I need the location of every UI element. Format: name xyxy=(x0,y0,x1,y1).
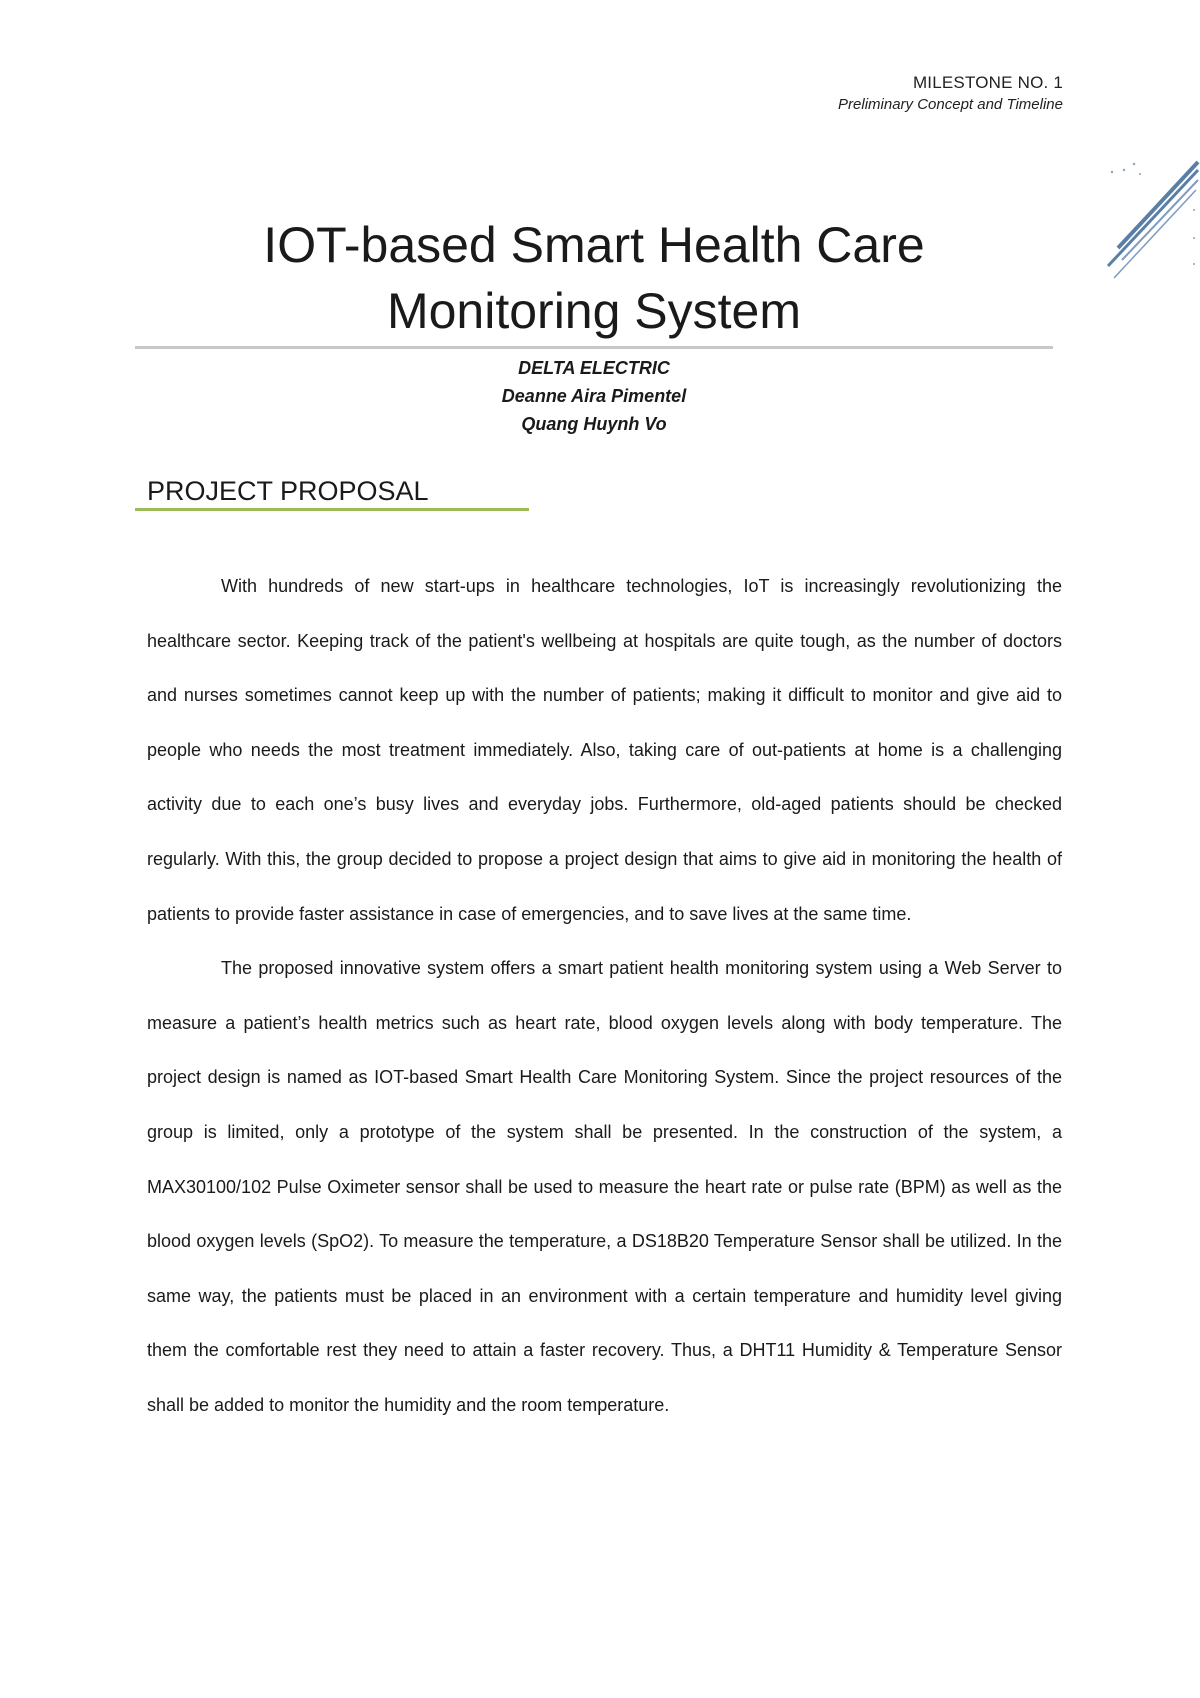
header-subtitle: Preliminary Concept and Timeline xyxy=(838,96,1063,113)
body-text xyxy=(147,559,1062,1433)
title-divider xyxy=(135,346,1053,349)
author-name: Deanne Aira Pimentel xyxy=(501,386,687,406)
author-block xyxy=(135,354,1053,438)
section-heading: PROJECT PROPOSAL xyxy=(147,476,429,506)
milestone-label: MILESTONE NO. 1 xyxy=(912,73,1063,92)
decorative-lines-graphic xyxy=(1070,160,1200,300)
author-name: Quang Huynh Vo xyxy=(521,414,667,434)
document-title xyxy=(135,212,1053,344)
title-line-1: IOT-based Smart Health Care xyxy=(263,217,925,273)
paragraph: With hundreds of new start-ups in healthcare technologies, IoT is increasingly revolutionizing the healthcare sector. Keeping track of the patient's wellbeing at hospitals are quite tough, as the number of doctors and nurses sometimes cannot keep up with the number of patients; making it difficult to monitor and give aid to people who needs the most treatment immediately. Also, taking care of out-patients at home is a challenging activity due to each one’s busy lives and everyday jobs. Furthermore, old-aged patients should be checked regularly. With this, the group decided to propose a project design that aims to give aid in monitoring the health of patients to provide faster assistance in case of emergencies, and to save lives at the same time. xyxy=(147,576,1062,924)
page-header xyxy=(838,72,1063,116)
section-underline xyxy=(135,508,529,511)
group-name: DELTA ELECTRIC xyxy=(518,358,670,378)
paragraph: The proposed innovative system offers a smart patient health monitoring system using a Web Server to measure a patient’s health metrics such as heart rate, blood oxygen levels along with body temperature. The project design is named as IOT-based Smart Health Care Monitoring System. Since the project resources of the group is limited, only a prototype of the system shall be presented. In the construction of the system, a MAX30100/102 Pulse Oximeter sensor shall be used to measure the heart rate or pulse rate (BPM) as well as the blood oxygen levels (SpO2). To measure the temperature, a DS18B20 Temperature Sensor shall be utilized. In the same way, the patients must be placed in an environment with a certain temperature and humidity level giving them the comfortable rest they need to attain a faster recovery. Thus, a DHT11 Humidity & Temperature Sensor shall be added to monitor the humidity and the room temperature. xyxy=(147,958,1062,1415)
title-line-2: Monitoring System xyxy=(386,283,802,339)
